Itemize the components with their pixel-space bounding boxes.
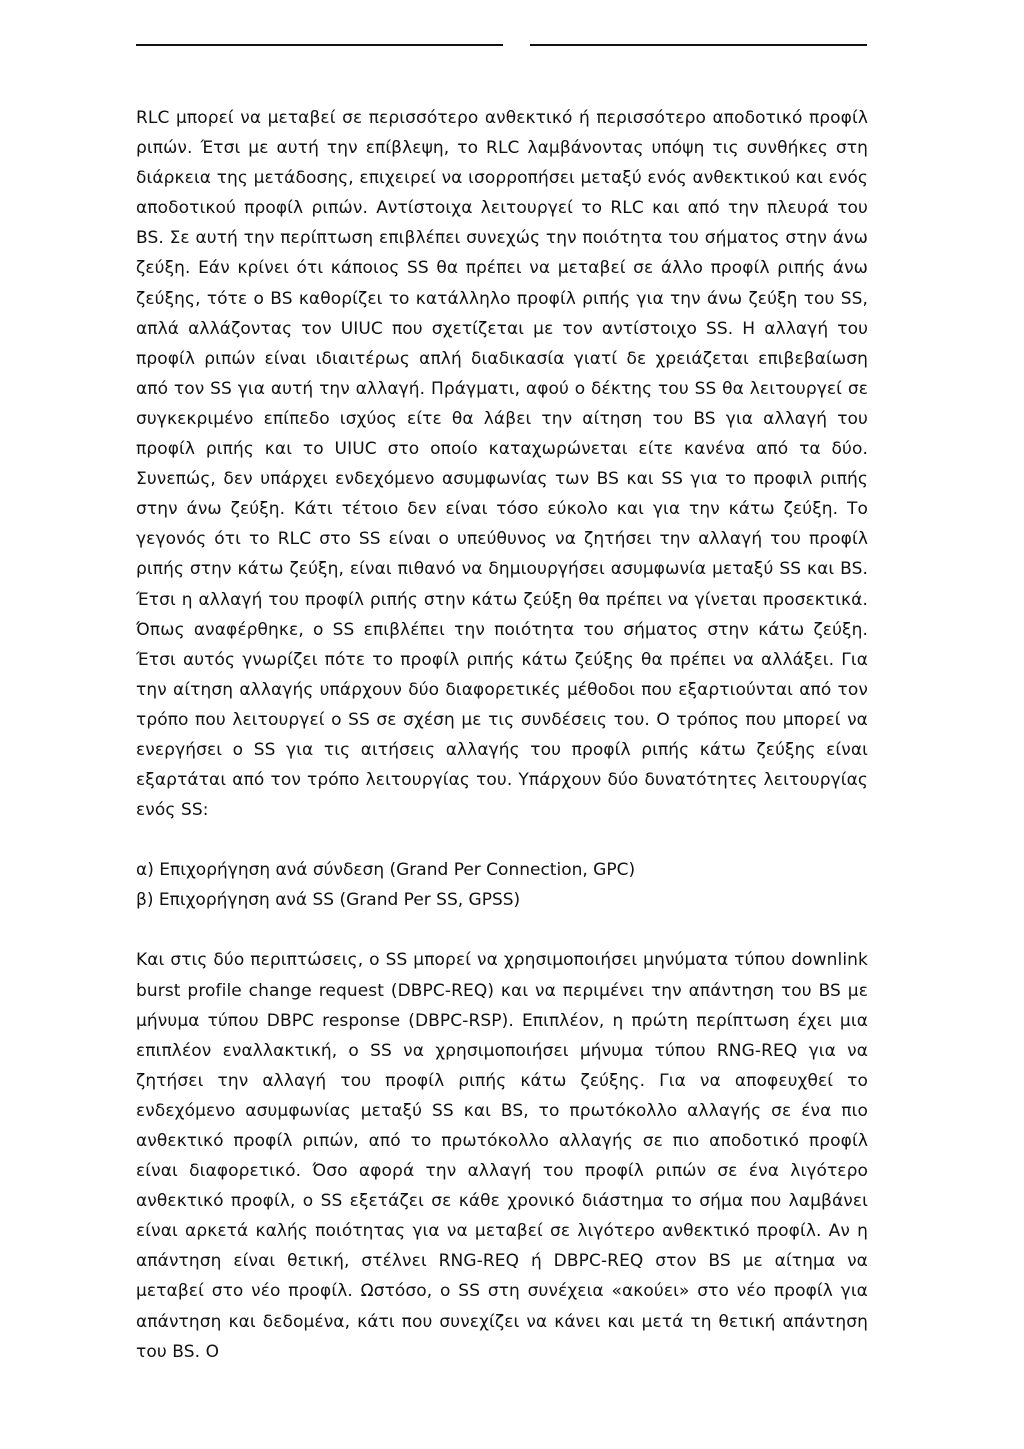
document-body xyxy=(136,103,868,1367)
paragraph-rlc-profile-switching: RLC μπορεί να μεταβεί σε περισσότερο ανθεκτικό ή περισσότερο αποδοτικό προφίλ ριπών. Έτσι με αυτή την επίβλεψη, το RLC λαμβάνοντας υπόψη τις συνθήκες στη διάρκεια της μετάδοσης, επιχειρεί να ισορροπήσει μεταξύ ενός ανθεκτικού και ενός αποδοτικού προφίλ ριπών. Αντίστοιχα λειτουργεί το RLC και από την πλευρά του BS. Σε αυτή την περίπτωση επιβλέπει συνεχώς την ποιότητα του σήματος στην άνω ζεύξη. Εάν κρίνει ότι κάποιος SS θα πρέπει να μεταβεί σε άλλο προφίλ ριπής άνω ζεύξης, τότε ο BS καθορίζει το κατάλληλο προφίλ ριπής για την άνω ζεύξη του SS, απλά αλλάζοντας τον UIUC που σχετίζεται με τον αντίστοιχο SS. Η αλλαγή του προφίλ ριπών είναι ιδιαιτέρως απλή διαδικασία γιατί δε χρειάζεται επιβεβαίωση από τον SS για αυτή την αλλαγή. Πράγματι, αφού ο δέκτης του SS θα λειτουργεί σε συγκεκριμένο επίπεδο ισχύος είτε θα λάβει την αίτηση του BS για αλλαγή του προφίλ ριπής και το UIUC στο οποίο καταχωρώνεται είτε κανένα από τα δύο. Συνεπώς, δεν υπάρχει ενδεχόμενο ασυμφωνίας των BS και SS για το προφιλ ριπής στην άνω ζεύξη. Κάτι τέτοιο δεν είναι τόσο εύκολο και για την κάτω ζεύξη. Το γεγονός ότι το RLC στο SS είναι ο υπεύθυνος να ζητήσει την αλλαγή του προφίλ ριπής στην κάτω ζεύξη, είναι πιθανό να δημιουργήσει ασυμφωνία μεταξύ SS και BS. Έτσι η αλλαγή του προφίλ ριπής στην κάτω ζεύξη θα πρέπει να γίνεται προσεκτικά. Όπως αναφέρθηκε, ο SS επιβλέπει την ποιότητα του σήματος στην κάτω ζεύξη. Έτσι αυτός γνωρίζει πότε το προφίλ ριπής κάτω ζεύξης θα πρέπει να αλλάξει. Για την αίτηση αλλαγής υπάρχουν δύο διαφορετικές μέθοδοι που εξαρτιούνται από τον τρόπο που λειτουργεί ο SS σε σχέση με τις συνδέσεις του. Ο τρόπος που μπορεί να ενεργήσει ο SS για τις αιτήσεις αλλαγής του προφίλ ριπής κάτω ζεύξης είναι εξαρτάται από τον τρόπο λειτουργίας του. Υπάρχουν δύο δυνατότητες λειτουργίας ενός SS: xyxy=(136,108,868,821)
list-item-gpss: β) Επιχορήγηση ανά SS (Grand Per SS, GPSS) xyxy=(136,890,521,911)
ss-operation-modes-list xyxy=(136,855,868,915)
header-rule-left xyxy=(136,44,503,46)
paragraph-dbpc-messages: Και στις δύο περιπτώσεις, ο SS μπορεί να χρησιμοποιήσει μηνύματα τύπου downlink burst profile change request (DBPC-REQ) και να περιμένει την απάντηση του BS με μήνυμα τύπου DBPC response (DBPC-RSP). Επιπλέον, η πρώτη περίπτωση έχει μια επιπλέον εναλλακτική, ο SS να χρησιμοποιήσει μήνυμα τύπου RNG-REQ για να ζητήσει την αλλαγή του προφίλ ριπής κάτω ζεύξης. Για να αποφευχθεί το ενδεχόμενο ασυμφωνίας μεταξύ SS και BS, το πρωτόκολλο αλλαγής σε ένα πιο ανθεκτικό προφίλ ριπών, από το πρωτόκολλο αλλαγής σε πιο αποδοτικό προφίλ είναι διαφορετικό. Όσο αφορά την αλλαγή του προφίλ ριπών σε ένα λιγότερο ανθεκτικό προφίλ, ο SS εξετάζει σε κάθε χρονικό διάστημα το σήμα που λαμβάνει είναι αρκετά καλής ποιότητας για να μεταβεί σε λιγότερο ανθεκτικό προφίλ. Αν η απάντηση είναι θετική, στέλνει RNG-REQ ή DBPC-REQ στον BS με αίτημα να μεταβεί στο νέο προφίλ. Ωστόσο, ο SS στη συνέχεια «ακούει» στο νέο προφίλ για απάντηση και δεδομένα, κάτι που συνεχίζει να κάνει και μετά τη θετική απάντηση του BS. Ο xyxy=(136,950,868,1362)
list-item-gpc: α) Επιχορήγηση ανά σύνδεση (Grand Per Connection, GPC) xyxy=(136,860,636,881)
header-rule-right xyxy=(530,44,867,46)
